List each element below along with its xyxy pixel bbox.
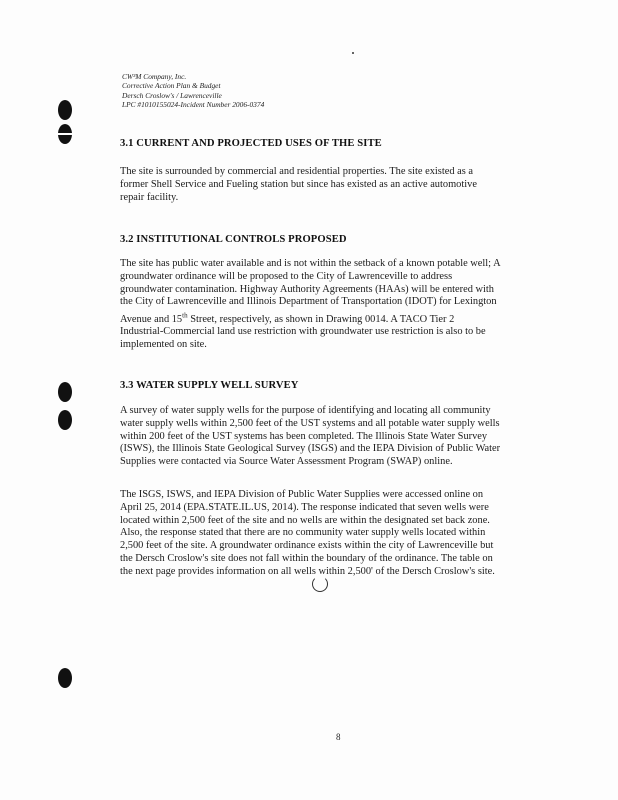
text-line: repair facility.	[120, 191, 179, 203]
text-line: water supply wells within 2,500 feet of the UST systems and all potable water supply wells	[120, 417, 500, 429]
text-line: The site is surrounded by commercial and residential properties. The site existed as a	[120, 166, 473, 177]
section-title-3-1: 3.1 CURRENT AND PROJECTED USES OF THE SITE	[120, 138, 382, 149]
section-title-3-3: 3.3 WATER SUPPLY WELL SURVEY	[120, 380, 299, 391]
text-line: A survey of water supply wells for the purpose of identifying and locating all community	[120, 405, 491, 416]
text-line: 2,500 feet of the site. A groundwater ordinance exists within the city of Lawrenceville but	[120, 540, 494, 552]
header-incident: LPC #1010155024-Incident Number 2006-0374	[122, 100, 265, 110]
punch-hole	[58, 124, 72, 144]
text-line: The site has public water available and is not within the setback of a known potable well; A	[120, 258, 501, 269]
section-3-3-paragraph-2	[120, 489, 540, 579]
scan-speck	[352, 52, 354, 54]
text-line: Supplies were contacted via Source Water Assessment Program (SWAP) online.	[120, 456, 453, 468]
text-line: implemented on site.	[120, 339, 207, 351]
ordinal-suffix: th	[182, 311, 188, 320]
section-3-3-paragraph-1	[120, 405, 540, 469]
text-line: April 25, 2014 (EPA.STATE.IL.US, 2014). The response indicated that seven wells were	[120, 501, 489, 513]
punch-hole	[58, 100, 72, 120]
text-line: (ISWS), the Illinois State Geological Survey (ISGS) and the IEPA Division of Public Water	[120, 443, 501, 455]
section-3-2-paragraph	[120, 258, 540, 352]
text-line: the next page provides information on all wells within 2,500' of the Dersch Croslow's site.	[120, 565, 495, 577]
text-line: within 200 feet of the UST systems has been completed. The Illinois State Water Survey	[120, 430, 488, 442]
header-site: Dersch Croslow's / Lawrenceville	[122, 90, 222, 100]
section-title-3-2: 3.2 INSTITUTIONAL CONTROLS PROPOSED	[120, 234, 347, 245]
scan-loop-mark	[312, 576, 328, 592]
punch-hole	[58, 410, 72, 430]
header-plan: Corrective Action Plan & Budget	[122, 81, 221, 91]
text-line: groundwater ordinance will be proposed to the City of Lawrenceville to address	[120, 270, 453, 282]
header-company: CW³M Company, Inc.	[122, 72, 187, 81]
text-line: groundwater contamination. Highway Authority Agreements (HAAs) will be entered with	[120, 283, 494, 295]
text-line: The ISGS, ISWS, and IEPA Division of Public Water Supplies were accessed online on	[120, 489, 484, 500]
text-line: the Dersch Croslow's site does not fall within the boundary of the ordinance. The table on	[120, 552, 493, 564]
text-line: Also, the response stated that there are no community water supply wells located within	[120, 527, 486, 539]
text-line: Industrial-Commercial land use restriction with groundwater use restriction is also to be	[120, 326, 486, 338]
avenue-text: Avenue and 15th Street, respectively, as shown in Drawing 0014. A TACO Tier 2	[120, 311, 455, 325]
punch-hole	[58, 668, 72, 688]
text-line: located within 2,500 feet of the site and no wells are within the designated set back zone.	[120, 514, 490, 526]
text-line	[120, 309, 540, 326]
section-3-1-paragraph	[120, 166, 540, 204]
text-line: the City of Lawrenceville and Illinois Department of Transportation (IDOT) for Lexington	[120, 296, 497, 308]
page-number: 8	[336, 732, 341, 742]
document-header	[122, 72, 264, 110]
text-line: former Shell Service and Fueling station but since has existed as an active automotive	[120, 178, 477, 190]
punch-hole	[58, 382, 72, 402]
